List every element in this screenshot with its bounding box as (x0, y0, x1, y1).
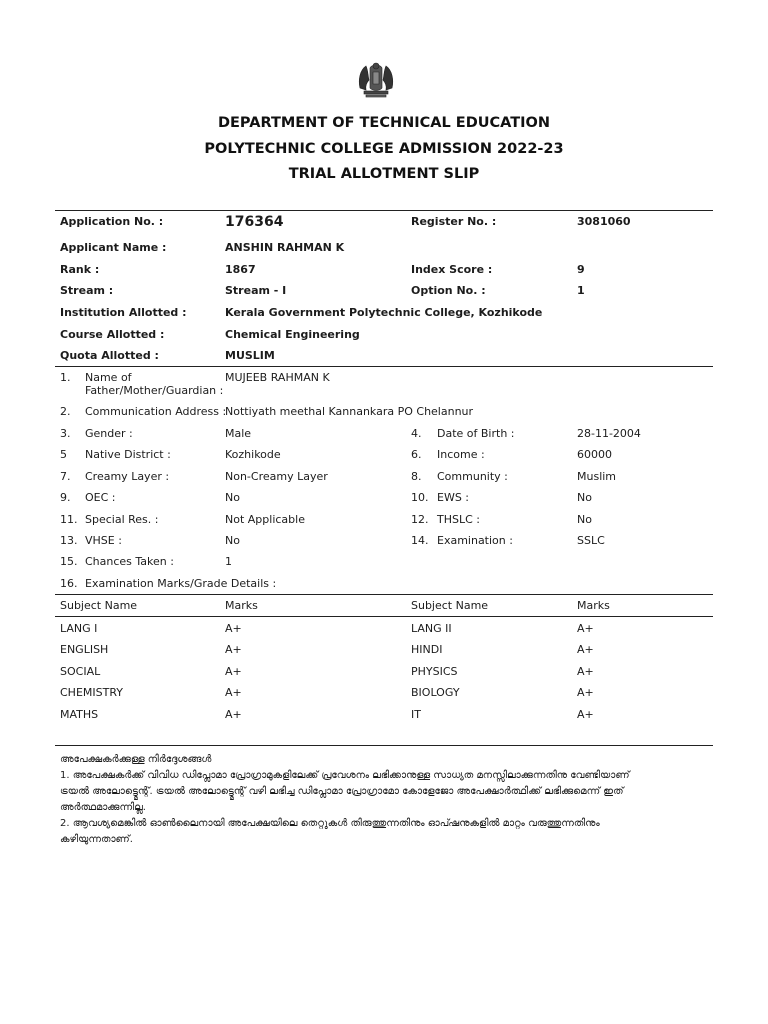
subject-name: ENGLISH (60, 643, 109, 656)
department-title: DEPARTMENT OF TECHNICAL EDUCATION (217, 115, 550, 131)
vhse-value: No (225, 534, 240, 547)
kerala-emblem-icon (354, 58, 398, 100)
creamy-layer-label: Creamy Layer : (85, 470, 170, 483)
subject-name: LANG I (60, 622, 98, 635)
marks-header-subject: Subject Name (60, 599, 138, 612)
divider (55, 366, 713, 367)
subject-name: IT (411, 708, 421, 721)
subject-name: HINDI (411, 643, 443, 656)
item-number: 8. (411, 470, 422, 483)
subject-mark: A+ (577, 622, 594, 635)
vhse-label: VHSE : (85, 534, 122, 547)
guardian-label: Name of (85, 371, 132, 384)
institution-label: Institution Allotted : (60, 306, 187, 319)
creamy-layer-value: Non-Creamy Layer (225, 470, 328, 483)
divider (55, 745, 713, 746)
subject-mark: A+ (225, 708, 242, 721)
subject-mark: A+ (225, 665, 242, 678)
subject-name: MATHS (60, 708, 99, 721)
subject-mark: A+ (225, 622, 242, 635)
marks-header-marks: Marks (225, 599, 258, 612)
course-value: Chemical Engineering (225, 328, 360, 341)
marks-details-label: Examination Marks/Grade Details : (85, 577, 277, 590)
subject-mark: A+ (577, 643, 594, 656)
item-number: 7. (60, 470, 71, 483)
gender-label: Gender : (85, 427, 133, 440)
guardian-label-cont: Father/Mother/Guardian : (85, 384, 224, 397)
marks-header-subject: Subject Name (411, 599, 489, 612)
instruction-line: 2. ആവശ്യമെങ്കിൽ ഓൺലൈനായി അപേക്ഷയിലെ തെറ്റുകൾ തിരുത്തുന്നതിനും ഓപ്ഷനുകളിൽ മാറ്റം വരുത്തുന്നതിനും (60, 818, 600, 829)
item-number: 5 (60, 448, 67, 461)
item-number: 9. (60, 491, 71, 504)
gender-value: Male (225, 427, 252, 440)
rank-label: Rank : (60, 263, 100, 276)
item-number: 12. (411, 513, 429, 526)
oec-value: No (225, 491, 240, 504)
stream-value: Stream - I (225, 284, 287, 297)
quota-value: MUSLIM (225, 349, 275, 362)
district-label: Native District : (85, 448, 171, 461)
item-number: 13. (60, 534, 78, 547)
district-value: Kozhikode (225, 448, 281, 461)
divider (55, 616, 713, 617)
application-no-value: 176364 (225, 214, 284, 230)
address-label: Communication Address : (85, 405, 227, 418)
chances-value: 1 (225, 555, 232, 568)
subject-name: BIOLOGY (411, 686, 460, 699)
item-number: 14. (411, 534, 429, 547)
institution-value: Kerala Government Polytechnic College, Kozhikode (225, 306, 543, 319)
subject-name: LANG II (411, 622, 452, 635)
register-no-label: Register No. : (411, 215, 497, 228)
ews-label: EWS : (437, 491, 470, 504)
index-score-value: 9 (577, 263, 585, 276)
marks-header-marks: Marks (577, 599, 610, 612)
subject-name: SOCIAL (60, 665, 101, 678)
item-number: 4. (411, 427, 422, 440)
community-label: Community : (437, 470, 508, 483)
oec-label: OEC : (85, 491, 116, 504)
stream-label: Stream : (60, 284, 114, 297)
item-number: 11. (60, 513, 78, 526)
item-number: 10. (411, 491, 429, 504)
thslc-label: THSLC : (437, 513, 480, 526)
instructions-block (60, 752, 712, 848)
admission-title: POLYTECHNIC COLLEGE ADMISSION 2022-23 (204, 141, 564, 157)
subject-mark: A+ (577, 708, 594, 721)
thslc-value: No (577, 513, 592, 526)
item-number: 16. (60, 577, 78, 590)
examination-label: Examination : (437, 534, 513, 547)
course-label: Course Allotted : (60, 328, 165, 341)
subject-name: CHEMISTRY (60, 686, 123, 699)
instruction-line: 1. അപേക്ഷകർക്ക് വിവിധ ഡിപ്ലോമാ പ്രോഗ്രാമുകളിലേക്ക് പ്രവേശനം ലഭിക്കാനുള്ള സാധ്യത മനസ്സിലാക്കുന്നതിനു വേണ്ടിയാണ് (60, 770, 630, 781)
option-no-value: 1 (577, 284, 585, 297)
instructions-heading: അപേക്ഷകർക്കുള്ള നിർദ്ദേശങ്ങൾ (60, 754, 212, 765)
subject-mark: A+ (225, 686, 242, 699)
subject-name: PHYSICS (411, 665, 458, 678)
guardian-value: MUJEEB RAHMAN K (225, 371, 330, 384)
address-value: Nottiyath meethal Kannankara PO Chelannur (225, 405, 474, 418)
special-res-value: Not Applicable (225, 513, 305, 526)
item-number: 6. (411, 448, 422, 461)
application-no-label: Application No. : (60, 215, 164, 228)
subject-mark: A+ (577, 665, 594, 678)
income-value: 60000 (577, 448, 612, 461)
divider (55, 594, 713, 595)
item-number: 3. (60, 427, 71, 440)
register-no-value: 3081060 (577, 215, 631, 228)
rank-value: 1867 (225, 263, 256, 276)
subject-mark: A+ (577, 686, 594, 699)
item-number: 2. (60, 405, 71, 418)
slip-title: TRIAL ALLOTMENT SLIP (288, 166, 480, 182)
option-no-label: Option No. : (411, 284, 486, 297)
instruction-line: ട്രയൽ അലോട്ട്മെന്റ്. ട്രയൽ അലോട്ട്മെന്റ് വഴി ലഭിച്ച ഡിപ്ലോമാ പ്രോഗ്രാമോ കോളേജോ അപേക്ഷാർത്ഥിക്ക് ലഭിക്കുമെന്ന് ഇത് (60, 786, 624, 797)
special-res-label: Special Res. : (85, 513, 159, 526)
applicant-name-label: Applicant Name : (60, 241, 167, 254)
index-score-label: Index Score : (411, 263, 493, 276)
dob-value: 28-11-2004 (577, 427, 641, 440)
ews-value: No (577, 491, 592, 504)
community-value: Muslim (577, 470, 617, 483)
item-number: 15. (60, 555, 78, 568)
instruction-line: കഴിയുന്നതാണ്. (60, 834, 133, 845)
examination-value: SSLC (577, 534, 605, 547)
divider (55, 210, 713, 211)
applicant-name-value: ANSHIN RAHMAN K (225, 241, 345, 254)
income-label: Income : (437, 448, 485, 461)
quota-label: Quota Allotted : (60, 349, 159, 362)
dob-label: Date of Birth : (437, 427, 515, 440)
item-number: 1. (60, 371, 71, 384)
subject-mark: A+ (225, 643, 242, 656)
instruction-line: അർത്ഥമാക്കുന്നില്ല. (60, 802, 146, 813)
chances-label: Chances Taken : (85, 555, 174, 568)
